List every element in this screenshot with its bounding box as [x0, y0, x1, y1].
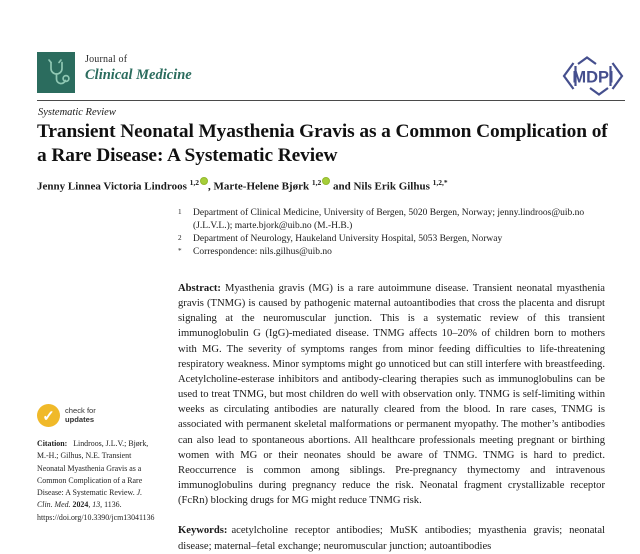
affiliation-marker: 1	[178, 208, 182, 216]
correspondence-text: Correspondence: nils.gilhus@uib.no	[193, 247, 332, 257]
margin-column	[37, 404, 155, 524]
keywords-paragraph	[178, 523, 605, 553]
affiliation-row	[178, 233, 605, 246]
checkmark-icon: ✓	[37, 404, 60, 427]
author-affil-sup: 1,2	[189, 178, 199, 187]
affiliation-row	[178, 246, 605, 259]
journal-prefix: Journal of	[85, 54, 128, 65]
stethoscope-icon	[41, 56, 71, 89]
author-name: Nils Erik Gilhus	[353, 180, 430, 193]
abstract-paragraph	[178, 281, 605, 508]
author-separator: ,	[207, 180, 214, 193]
affiliations	[178, 207, 605, 259]
badge-label: check for updates	[65, 405, 96, 424]
author-line	[37, 177, 615, 193]
citation-year: 2024	[72, 500, 89, 510]
mdpi-logo	[561, 56, 625, 96]
citation-block: Citation: Lindroos, J.L.V.; Bjørk, M.-H.; Gilhus, N.E. Transient Neonatal Myasthenia Gravis as a Common Complication of a Rare Disease: A Systematic Review. J. Clin. Med. 2024, 13, 1136. https://doi.org/10.3390/jcm13041136	[37, 439, 155, 522]
doi-link[interactable]: https://doi.org/10.3390/jcm13041136	[37, 512, 155, 522]
svg-text:MDPI: MDPI	[572, 68, 614, 87]
affiliation-text: Department of Neurology, Haukeland University Hospital, 5053 Bergen, Norway	[193, 234, 503, 244]
author-affil-sup: 1,2,*	[432, 178, 448, 187]
citation-label: Citation:	[37, 439, 68, 448]
abstract-label: Abstract:	[178, 283, 221, 294]
author-name: Marte-Helene Bjørk	[213, 180, 310, 193]
journal-logo	[37, 52, 75, 93]
journal-title: Clinical Medicine	[85, 67, 192, 83]
journal-abbreviation: J. Clin. Med.	[37, 488, 143, 510]
correspondence-marker: *	[178, 247, 182, 255]
check-for-updates-badge[interactable]	[37, 404, 155, 427]
affiliation-text: Department of Clinical Medicine, University of Bergen, 5020 Bergen, Norway; jenny.lindroos@uib.no (J.L.V.L.); marte.bjork@uib.no (M.-H.B.)	[193, 208, 585, 231]
page-title: Transient Neonatal Myasthenia Gravis as a Common Complication of a Rare Disease: A Systematic Review	[37, 121, 608, 166]
keywords-label: Keywords:	[178, 525, 228, 537]
article-type-label: Systematic Review	[38, 107, 116, 118]
affiliation-marker: 2	[178, 234, 182, 242]
orcid-icon[interactable]	[200, 177, 208, 185]
author-name: Jenny Linnea Victoria Lindroos	[37, 180, 187, 193]
journal-name	[85, 52, 192, 84]
author-separator: and	[330, 180, 354, 193]
keywords-text: acetylcholine receptor antibodies; MuSK antibodies; myasthenia gravis; neonatal disease; maternal–fetal exchange; neuromuscular junction; autoantibodies	[178, 525, 605, 552]
header-divider	[37, 100, 625, 101]
citation-volume: 13	[92, 500, 101, 510]
author-affil-sup: 1,2	[311, 178, 322, 187]
abstract-text: Myasthenia gravis (MG) is a rare autoimmune disease. Transient neonatal myasthenia gravis (TNMG) is caused by pathogenic maternal autoantibodies that cross the placenta and disrupt signaling at the neuromuscular junction. This is a systematic review of this transient immunoglobulin G (IgG)-mediated disease. TNMG affects 10–20% of children born to mothers with MG. The severity of symptoms ranges from minor feeding difficulties to life-threatening respiratory weakness. Minor symptoms might go unnoticed but can still interfere with breastfeeding. Acetylcholine-esterase inhibitors and antibody-clearing therapies such as immunoglobulins can be used to treat TNMG, but most children do well with observation only. TNMG is self-limiting within weeks as circulating antibodies are naturally cleared from the blood. In rare cases, TNMG is associated with permanent skeletal malformations or permanent myopathy. The mother’s antibodies can also lead to spontaneous abortions. All healthcare professionals meeting pregnant or birthing women with MG or their neonates should be aware of TNMG. TNMG is hard to predict. Reoccurrence is common among siblings. Pre-pregnancy thymectomy and intravenous immunoglobulins during pregnancy reduce the risk. Neonatal fragment crystallizable receptor (FcRn) blocking drugs for MG might reduce TNMG risk.	[178, 283, 605, 507]
affiliation-row	[178, 207, 605, 233]
content-column	[178, 207, 605, 554]
journal-brand	[37, 52, 192, 93]
